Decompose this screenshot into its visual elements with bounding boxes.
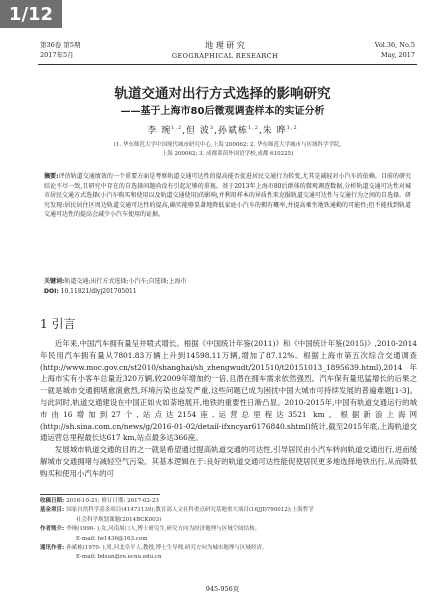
volume-cn: 第36卷 第5期 [40, 41, 81, 49]
author-affil-mark: 1,2 [247, 125, 259, 131]
volume-en: Vol.36, No.5 [374, 41, 415, 49]
date-en: May, 2017 [380, 51, 415, 59]
abstract [44, 172, 411, 220]
footnote-author-email: E-mail: lw1436@163.com [76, 535, 148, 542]
section-heading: 1 引言 [40, 317, 76, 331]
header-right [375, 40, 415, 60]
footnote-received [40, 497, 417, 506]
paragraph: 发展城市轨道交通的目的之一就是希望通过提高轨道交通的可达性,引导居民由小汽车转向轨道交通出行,进而缓解城市交通拥堵与减轻空气污染。其基本逻辑在于:良好的轨道交通可达性能促使居民更多地选择地铁出行,从而降低购买和使用小汽车的可 [40, 445, 417, 478]
footnote-label: 基金项目: [40, 507, 65, 514]
author-affil-mark: 1,2 [286, 125, 298, 131]
author-name: ,孙斌栋 [214, 126, 248, 136]
affiliation-line: 上海 200062; 3. 成都莱茵外国语学校,成都 610225) [161, 151, 294, 157]
paragraph: 近年来,中国汽车拥有量呈井喷式增长。根据《中国统计年鉴(2011)》和《中国统计年鉴(2015)》,2010-2014年民用汽车拥有量从7801.83万辆上升到14598.11万辆,增加了87.12%。根据上海市第五次综合交通调查(http://www.moc.gov.cn/st2010/shanghai/sh_zhengwudt/201510/t20151013_1895639.html),2014年上海市实有小客车总量近320万辆,较2009年增加约一倍,且潜在拥车需求依然强烈。汽车保有量迅猛增长的后果之一就是城市交通拥堵愈演愈烈,环境污染也益发严重,这些问题已成为困扰中国大城市可持续发展的普遍难题[1-3]。与此同时,轨道交通建设在中国正如火如荼地展开,地铁的重要性日渐凸显。2010-2015年,中国有轨道交通运行的城市由16增加到27个,站点达2154座,运营总里程达3521 km。根据新浪上海网(http://sh.sina.com.cn/news/g/2016-01-02/detail-ifxncyar6176840.shtml)统计,截至2015年底,上海轨道交通运营总里程最长达617 km,站点最多达366座。 [40, 339, 417, 443]
doi [44, 287, 411, 297]
affiliations [50, 141, 405, 159]
abstract-text: 评估轨道交通绩效的一个重要方面是考察轨道交通可达性的提高能否促进居民交通行为转变,尤其是减轻对小汽车的依赖。目前的研究结论不尽一致,且研究中存在的自选择问题尚没有引起足够的重视。基于2013年上海市80后群体的微观调查数据,分析轨道交通可达性对城市居民交通方式选择(小汽车购买和使用以及轨道交通使用)的影响,并利用样本的异质性来克服轨道交通可达性与交通行为之间的自选择。研究发现:居民居住区周边轨道交通可达性的提高,确实能够显著地降低家庭小汽车的拥有概率,并提高乘坐地铁通勤的可能性;但不能找到轨道交通可达性的提高会减少小汽车使用的证据。 [44, 173, 411, 218]
footnote-divider [40, 494, 160, 495]
header-divider [38, 64, 417, 65]
section-body [40, 338, 417, 480]
keywords-label: 关键词: [44, 278, 65, 285]
author-name: ,朱 晔 [258, 126, 287, 136]
abstract-label: 摘要: [44, 173, 59, 180]
affiliation-line: (1. 华东师范大学中国现代城市研究中心,上海 200062; 2. 华东师范大学城市与区域科学学院, [113, 142, 342, 148]
footnote-text: 李琬(1990- ),女,河南周口人,博士研究生,研究方向为经济地理与区域空间结构。 [66, 526, 261, 533]
footnotes [40, 497, 417, 563]
journal-name-en: GEOGRAPHICAL RESEARCH [171, 52, 279, 60]
page-range: 945-956页 [205, 585, 240, 593]
footnote-fund-cont: 社会科学规划课题(2014BCK003) [76, 516, 162, 523]
author-affil-mark: 1,2 [171, 125, 183, 131]
header-left [40, 40, 80, 60]
author-name: ,但 波 [182, 126, 210, 136]
footnote-author [40, 525, 417, 534]
footnote-text: 孙斌栋(1970- ),男,河北阜平人,教授,博士生导师,研究方向为城市地理与区域经济。 [66, 545, 268, 552]
author-list [30, 123, 415, 136]
author-name: 李 琬 [147, 126, 172, 136]
footnote-text: 国家自然科学基金项目(41471139);教育部人文社科重点研究基地重大项目(16JJD790012);上海哲学 [66, 507, 314, 514]
footnote-label: 收稿日期: [40, 498, 65, 504]
keywords-text: 轨道交通;出行方式选择;小汽车;自选择;上海市 [64, 278, 187, 285]
doi-label: DOI: [44, 288, 59, 295]
keywords [44, 277, 411, 287]
journal-name-cn: 地 理 研 究 [205, 41, 245, 50]
article-title: 轨道交通对出行方式选择的影响研究 [114, 86, 331, 102]
footnote-fund [40, 506, 417, 515]
footnote-corresponding-email: E-mail: bdsun@re.ecnu.edu.cn [76, 554, 162, 561]
author-affil-mark: 3 [209, 125, 215, 131]
footnote-label: 通讯作者: [40, 545, 65, 552]
header-center [150, 40, 300, 62]
doi-value: 10.11821/dlyj201705011 [60, 288, 137, 295]
date-cn: 2017年5月 [40, 51, 74, 59]
footnote-text: 2016-10-21; 修订日期: 2017-02-23 [66, 498, 159, 504]
page-indicator: 1/12 [0, 0, 62, 28]
footnote-corresponding [40, 544, 417, 553]
article-subtitle: ——基于上海市80后微观调查样本的实证分析 [120, 106, 325, 117]
footnote-label: 作者简介: [40, 526, 65, 533]
